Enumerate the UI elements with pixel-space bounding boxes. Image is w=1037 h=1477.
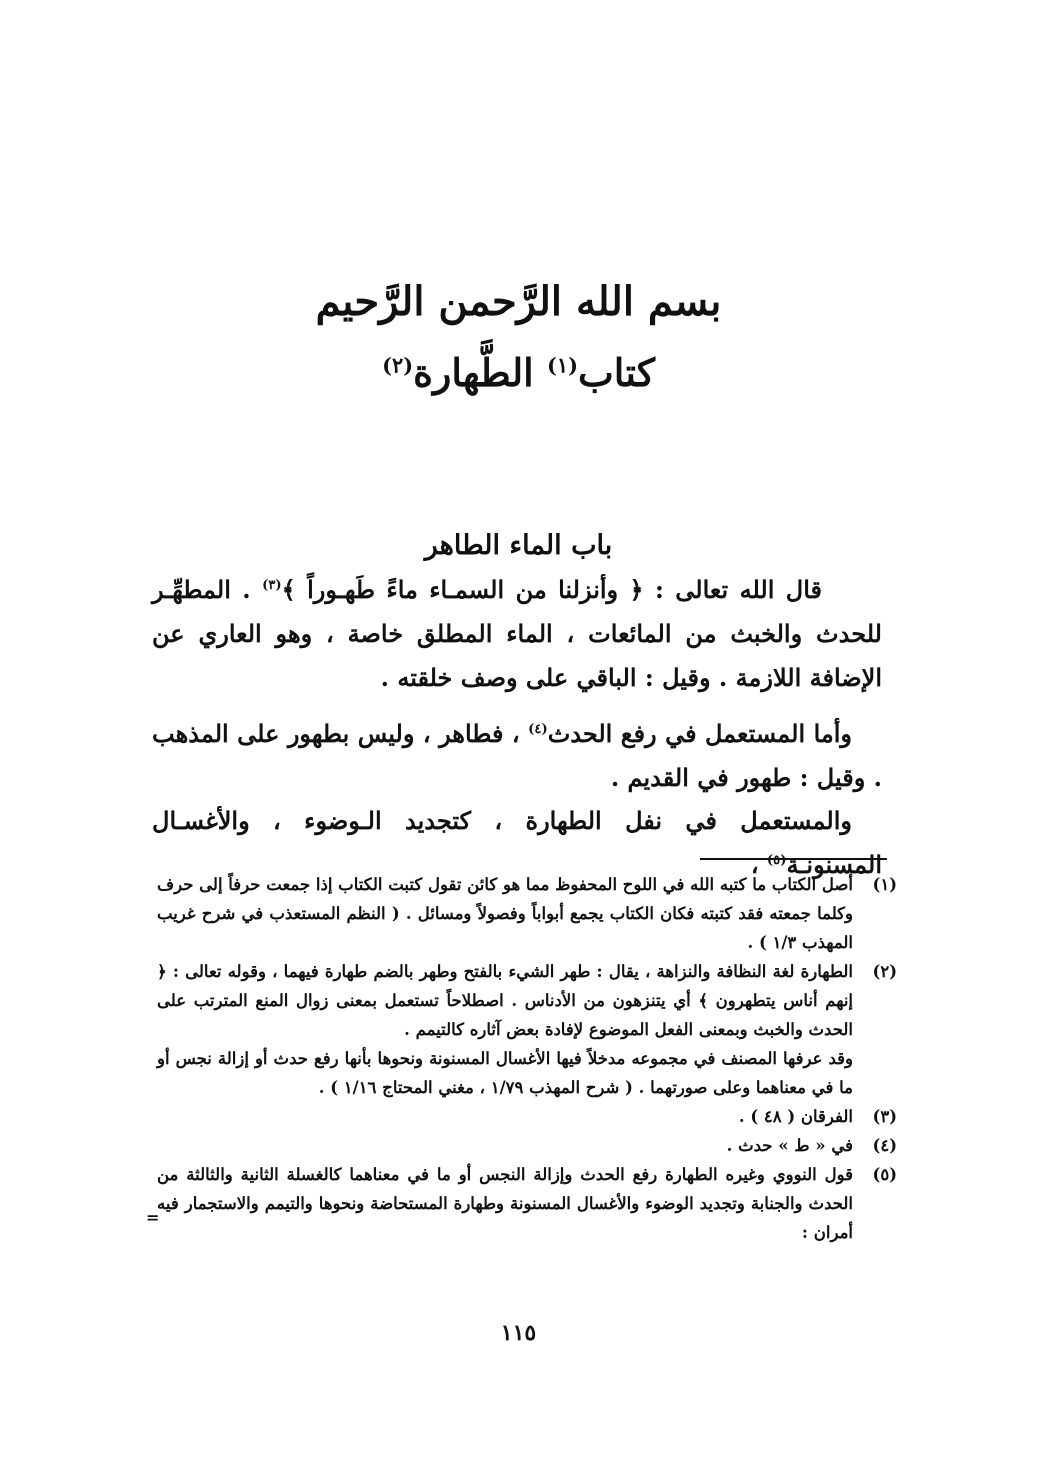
body-paragraph-1 [152,568,882,700]
footnote-number: (٤) [872,1136,897,1155]
footnote-number: (٢) [872,962,897,981]
footnote-text: قول النووي وغيره الطهارة رفع الحدث وإزالة النجس أو ما في معناهما كالغسلة الثانية والثالثة من الحدث والجنابة وتجديد الوضوء والأغسال المسنونة وطهارة المستحاضة ونحوها والتيمم والاستجمار فيه أمران : [157,1165,853,1242]
footnote-text: الفرقان ( ٤٨ ) . [738,1107,853,1126]
section-heading: باب الماء الطاهر [424,530,613,561]
page-number: ١١٥ [500,1320,537,1346]
paragraph-3-text-a: والمستعمل في نفل الطهارة ، كتجديد الـوضوء ، والأغسـال المسنونـة [152,806,882,879]
footnote-item [157,1131,897,1160]
footnote-marker-5: (٥) [766,853,787,868]
footnote-marker-2: (٢) [382,352,414,378]
footnote-text: في « ط » حدث . [726,1136,853,1155]
footnote-text: أصل الكتاب ما كتبه الله في اللوح المحفوظ مما هو كائن تقول كتبت الكتاب إذا جمعت حرفاً إلى حرف وكلما جمعته فقد كتبته فكان الكتاب يجمع أبواباً وفصولاً ومسائل . ( النظم المستعذب في شرح غريب المهذب ١/٣ ) . [157,875,853,952]
paragraph-1-text-b: . المطهِّـر للحدث والخبث من المائعات ، الماء المطلق خاصة ، وهو العاري عن الإضافة اللازمة . وقيل : الباقي على وصف خلقته . [152,575,882,692]
footnote-number: (١) [872,875,897,894]
paragraph-2-text-b: ، فطاهر ، وليس بطهور على المذهب . وقيل : طهور في القديم . [152,719,882,792]
footnote-item [157,870,897,957]
footnote-continuation: وقد عرفها المصنف في مجموعه مدخلاً فيها الأغسال المسنونة ونحوها بأنها رفع حدث أو إزالة نجس أو ما في معناهما وعلى صورتهما . ( شرح المهذب ١/٧٩ ، مغني المحتاج ١/١٦ ) . [157,1049,853,1097]
footnote-number: (٥) [872,1165,897,1184]
basmala-heading: بسم الله الرَّحمن الرَّحيم [315,278,722,325]
paragraph-1-text-a: قال الله تعالى : ﴿ وأنزلنا من السمـاء ماءً طَهـوراً ﴾ [281,575,823,604]
paragraph-3-text-b: ، [750,850,759,879]
footnotes [157,870,897,1247]
paragraph-2-text-a: وأما المستعمل في رفع الحدث [547,719,853,748]
footnote-number: (٣) [872,1107,897,1126]
continuation-mark: = [146,1208,160,1227]
footnote-text: الطهارة لغة النظافة والنزاهة ، يقال : طهر الشيء بالفتح وطهر بالضم طهارة فيهما ، وقوله تعالى : ﴿ إنهم أناس يتطهرون ﴾ أي يتنزهون من الأدناس . اصطلاحاً تستعمل بمعنى زوال المنع المترتب على الحدث والخبث وبمعنى الفعل الموضوع لإفادة بعض آثاره كالتيمم . [157,962,853,1039]
taharah-word: الطَّهارة [413,350,534,395]
footnote-item [157,1160,897,1247]
footnote-separator [700,858,887,860]
body-paragraph-2 [152,712,882,800]
footnote-marker-1: (١) [546,352,578,378]
footnote-marker-4: (٤) [528,722,548,737]
footnote-item [157,1102,897,1131]
footnote-item [157,957,897,1044]
footnote-marker-3: (٣) [262,578,282,593]
kitab-word: كتاب [578,350,655,395]
chapter-title [0,350,1037,395]
